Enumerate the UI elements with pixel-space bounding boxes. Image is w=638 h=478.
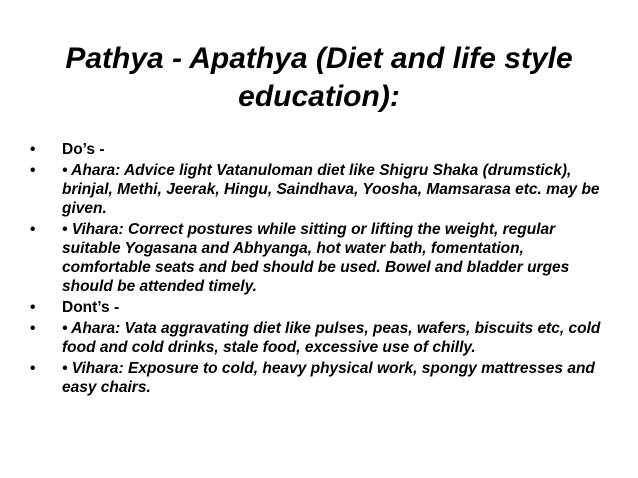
bullet-icon: • [30,320,36,337]
bullet-icon: • [30,299,36,316]
list-item-dos-vihara [30,220,615,296]
slide-title: Pathya - Apathya (Diet and life style education): [65,42,573,113]
list-item-dos-heading [30,140,615,159]
bullet-icon: • [30,141,36,158]
list-item-text: • Ahara: Advice light Vatanuloman diet like Shigru Shaka (drumstick), brinjal, Methi, Jeerak, Hingu, Saindhava, Yoosha, Mamsarasa etc. may be given. [62,162,600,217]
list-item-dos-ahara [30,161,615,218]
bullet-icon: • [30,162,36,179]
list-item-donts-vihara [30,359,615,397]
bullet-list [30,140,615,399]
list-item-donts-heading [30,298,615,317]
bullet-icon: • [30,360,36,377]
list-item-text: • Ahara: Vata aggravating diet like pulses, peas, wafers, biscuits etc, cold food and cold drinks, stale food, excessive use of chilly. [62,320,601,356]
list-item-text: Dont’s - [62,299,120,316]
list-item-donts-ahara [30,319,615,357]
bullet-icon: • [30,221,36,238]
list-item-text: • Vihara: Exposure to cold, heavy physical work, spongy mattresses and easy chairs. [62,360,595,396]
list-item-text: Do’s - [62,141,105,158]
list-item-text: • Vihara: Correct postures while sitting or lifting the weight, regular suitable Yogasana and Abhyanga, hot water bath, fomentation, comfortable seats and bed should be used. Bowel and bladder urges should be attended timely. [62,221,570,295]
